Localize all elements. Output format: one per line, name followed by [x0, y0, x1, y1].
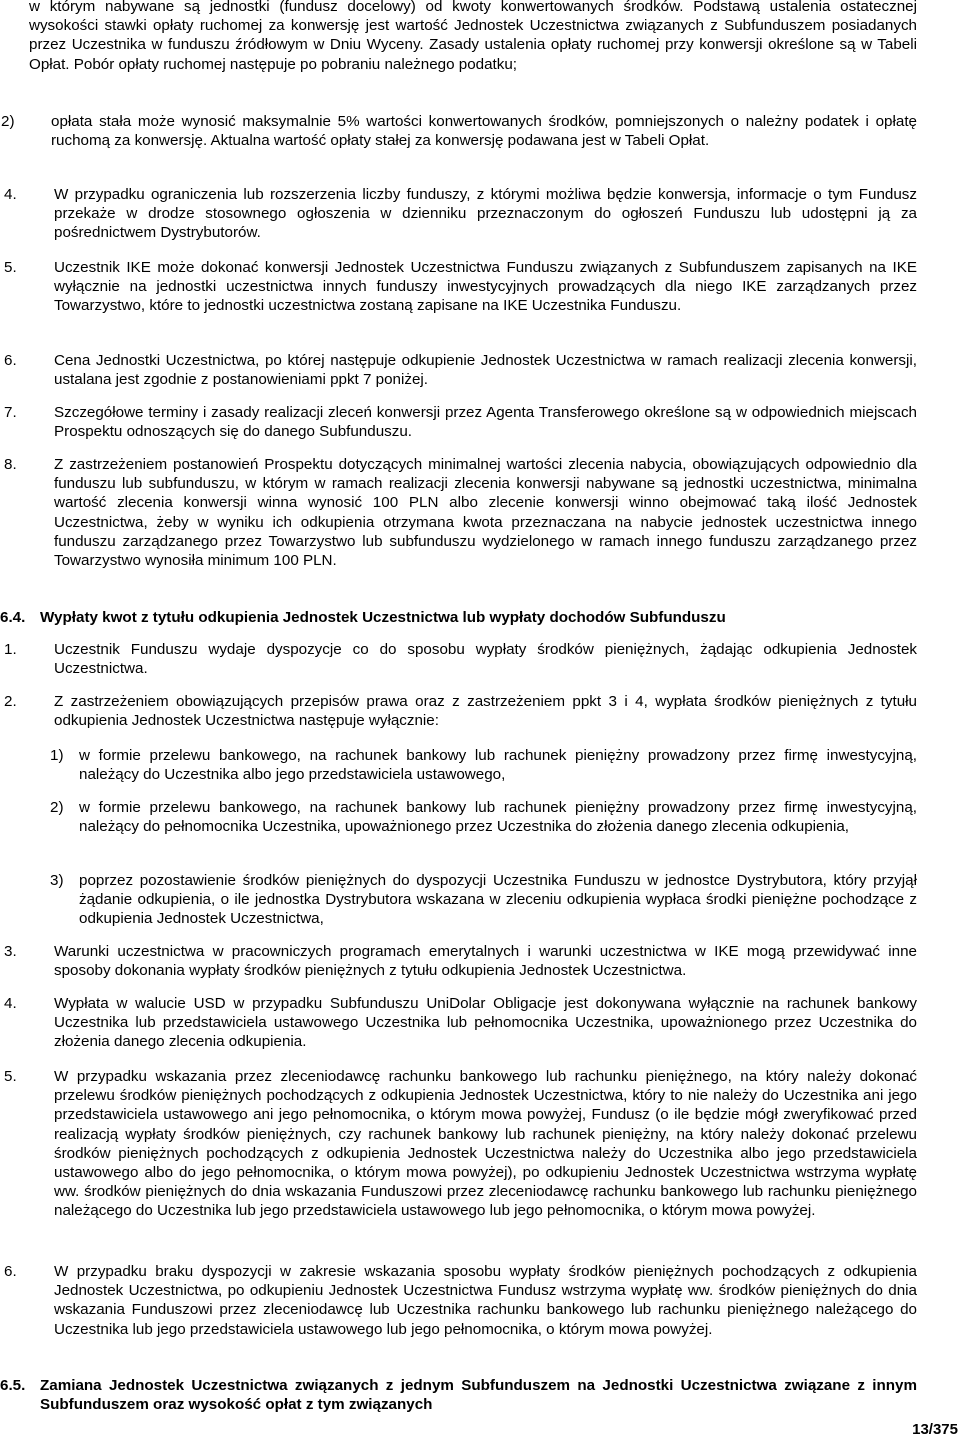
sublist-item-2	[50, 798, 917, 836]
section-title: Zamiana Jednostek Uczestnictwa związanych z jednym Subfunduszem na Jednostki Uczestnictwa związane z innym Subfunduszem oraz wysokość opłat z tym związanych	[40, 1377, 917, 1414]
list-number: 8.	[4, 456, 17, 473]
list-number: 2)	[50, 799, 64, 816]
section-heading-6-4	[0, 608, 917, 627]
list-text: w formie przelewu bankowego, na rachunek bankowy lub rachunek pieniężny prowadzony przez firmę inwestycyjną, należący do pełnomocnika Uczestnika, upoważnionego przez Uczestnika do złożenia danego zlecenia odkupienia,	[79, 799, 917, 836]
list-text: Cena Jednostki Uczestnictwa, po której następuje odkupienie Jednostek Uczestnictwa w ramach realizacji zlecenia konwersji, ustalana jest zgodnie z postanowieniami ppkt 7 poniżej.	[54, 352, 917, 389]
page-number: 13/375	[912, 1421, 958, 1438]
list-text: W przypadku braku dyspozycji w zakresie wskazania sposobu wypłaty środków pieniężnych pochodzących z odkupienia Jednostek Uczestnictwa, po odkupieniu Jednostek Uczestnictwa Fundusz wstrzyma wypłatę ww. środków pieniężnych do dnia wskazania Funduszowi przez zleceniodawcę lub Uczestnika rachunku bankowego lub rachunku pieniężnego należącego do Uczestnika lub jego przedstawiciela ustawowego lub jego pełnomocnika, o którym mowa powyżej.	[54, 1263, 917, 1338]
list-item-b5	[4, 1067, 917, 1221]
list-item-6	[4, 351, 917, 389]
list-item-4	[4, 185, 917, 243]
list-item-b4	[4, 994, 917, 1052]
list-item-b3	[4, 942, 917, 980]
list-number: 5.	[4, 259, 17, 276]
list-item-b2	[4, 692, 917, 730]
intro-subitem-2	[1, 112, 917, 150]
list-text: poprzez pozostawienie środków pieniężnych do dyspozycji Uczestnika Funduszu w jednostce Dystrybutora, który przyjął żądanie odkupienia, o ile jednostka Dystrybutora wskazana w zleceniu odkupienia wypłaca środki pieniężne pochodzące z odkupienia Jednostek Uczestnictwa,	[79, 872, 917, 928]
section-heading-6-5	[0, 1376, 917, 1414]
list-text: Szczegółowe terminy i zasady realizacji zleceń konwersji przez Agenta Transferowego określone są w odpowiednich miejscach Prospektu odnoszących się do danego Subfunduszu.	[54, 404, 917, 441]
list-text: Z zastrzeżeniem postanowień Prospektu dotyczących minimalnej wartości zlecenia nabycia, obowiązujących odpowiednio dla funduszu lub subfunduszu, w którym w ramach realizacji zlecenia konwersji nabywane są jednostki uczestnictwa, minimalna wartość zlecenia konwersji winna wynosić 100 PLN albo zlecenie konwersji winno obejmować taką ilość Jednostek Uczestnictwa, żeby w wyniku ich odkupienia otrzymana kwota przeznaczana na nabycie jednostek uczestnictwa innego funduszu zarządzanego przez Towarzystwo lub subfunduszu wydzielonego w ramach innego funduszu zarządzanego przez Towarzystwo wynosiła minimum 100 PLN.	[54, 456, 917, 570]
list-text: Uczestnik IKE może dokonać konwersji Jednostek Uczestnictwa Funduszu związanych z Subfunduszem zapisanych na IKE wyłącznie na jednostki uczestnictwa innych funduszy inwestycyjnych prowadzących dla niego IKE zarządzanych przez Towarzystwo, które to jednostki uczestnictwa zostaną zapisane na IKE Uczestnika Funduszu.	[54, 259, 917, 315]
list-text: Wypłata w walucie USD w przypadku Subfunduszu UniDolar Obligacje jest dokonywana wyłącznie na rachunek bankowy Uczestnika lub przedstawiciela ustawowego Uczestnika lub pełnomocnika Uczestnika, upoważnionego przez Uczestnika do złożenia danego zlecenia odkupienia.	[54, 995, 917, 1051]
sublist-item-1	[50, 746, 917, 784]
list-number: 1.	[4, 641, 17, 658]
list-text: opłata stała może wynosić maksymalnie 5% wartości konwertowanych środków, pomniejszonych o należny podatek i opłatę ruchomą za konwersję. Aktualna wartość opłaty stałej za konwersję podawana jest w Tabeli Opłat.	[51, 113, 917, 150]
list-number: 6.	[4, 1263, 17, 1280]
list-number: 4.	[4, 186, 17, 203]
list-number: 2.	[4, 693, 17, 710]
list-number: 2)	[1, 113, 15, 130]
list-text: Uczestnik Funduszu wydaje dyspozycje co do sposobu wypłaty środków pieniężnych, żądając odkupienia Jednostek Uczestnictwa.	[54, 641, 917, 678]
list-text: Z zastrzeżeniem obowiązujących przepisów prawa oraz z zastrzeżeniem ppkt 3 i 4, wypłata środków pieniężnych z tytułu odkupienia Jednostek Uczestnictwa następuje wyłącznie:	[54, 693, 917, 730]
section-number: 6.4.	[0, 609, 26, 626]
list-number: 3)	[50, 872, 64, 889]
list-text: Warunki uczestnictwa w pracowniczych programach emerytalnych i warunki uczestnictwa w IKE mogą przewidywać inne sposoby dokonania wypłaty środków pieniężnych z tytułu odkupienia Jednostek Uczestnictwa.	[54, 943, 917, 980]
section-number: 6.5.	[0, 1377, 26, 1394]
list-item-b1	[4, 640, 917, 678]
list-number: 6.	[4, 352, 17, 369]
list-number: 1)	[50, 747, 64, 764]
intro-paragraph: w którym nabywane są jednostki (fundusz docelowy) od kwoty konwertowanych środków. Podstawą ustalenia ostatecznej wysokości stawki opłaty ruchomej za konwersję jest wartość Jednostek Uczestnictwa związanych z Subfunduszem posiadanych przez Uczestnika w funduszu źródłowym w Dniu Wyceny. Zasady ustalenia opłaty ruchomej przy konwersji określone są w Tabeli Opłat. Pobór opłaty ruchomej następuje po pobraniu należnego podatku;	[29, 0, 917, 73]
list-item-5	[4, 258, 917, 316]
list-number: 3.	[4, 943, 17, 960]
list-item-8	[4, 455, 917, 570]
sublist-item-3	[50, 871, 917, 929]
list-item-b6	[4, 1262, 917, 1339]
section-title: Wypłaty kwot z tytułu odkupienia Jednostek Uczestnictwa lub wypłaty dochodów Subfunduszu	[40, 609, 726, 626]
list-text: w formie przelewu bankowego, na rachunek bankowy lub rachunek pieniężny prowadzony przez firmę inwestycyjną, należący do Uczestnika albo jego przedstawiciela ustawowego,	[79, 747, 917, 784]
list-number: 7.	[4, 404, 17, 421]
list-text: W przypadku wskazania przez zleceniodawcę rachunku bankowego lub rachunku pieniężnego, na który należy dokonać przelewu środków pieniężnych pochodzących z odkupienia Jednostek Uczestnictwa, który to nie należy do Uczestnika ani jego przedstawiciela ustawowego ani jego pełnomocnika, o którym mowa powyżej, Fundusz (o ile będzie mógł zweryfikować przed realizacją wypłaty środków pieniężnych, czy rachunek bankowy lub rachunek pieniężny, na który należy dokonać przelewu środków pieniężnych pochodzących z odkupienia Jednostek Uczestnictwa należy do Uczestnika albo jego przedstawiciela ustawowego albo do jego pełnomocnika, o którym mowa powyżej), po odkupieniu Jednostek Uczestnictwa wstrzyma wypłatę ww. środków pieniężnych do dnia wskazania Funduszowi przez zleceniodawcę rachunku bankowego lub rachunku pieniężnego należącego do Uczestnika lub jego przedstawiciela ustawowego lub jego pełnomocnika, o którym mowa powyżej.	[54, 1068, 917, 1220]
list-number: 5.	[4, 1068, 17, 1085]
list-number: 4.	[4, 995, 17, 1012]
list-item-7	[4, 403, 917, 441]
list-text: W przypadku ograniczenia lub rozszerzenia liczby funduszy, z którymi możliwa będzie konwersja, informacje o tym Fundusz przekaże w drodze stosownego ogłoszenia w dzienniku przeznaczonym do ogłoszeń Funduszu lub udostępni ją za pośrednictwem Dystrybutorów.	[54, 186, 917, 242]
